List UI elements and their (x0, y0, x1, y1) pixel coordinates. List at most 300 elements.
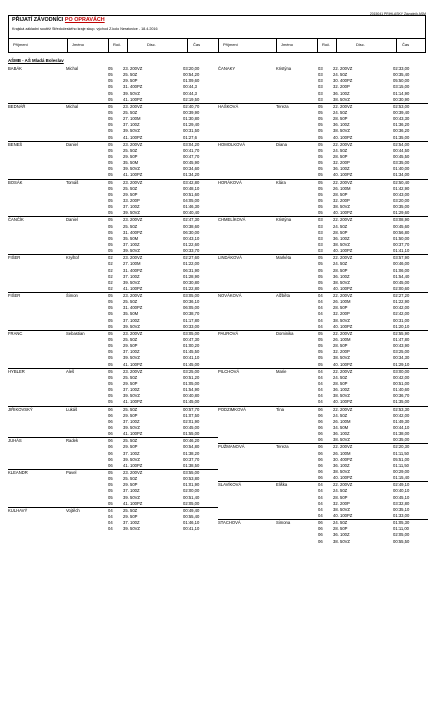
birth-year: 05 (108, 476, 113, 482)
birth-year: 05 (108, 128, 113, 134)
swimmer-surname: HOMOLKOVÁ (218, 141, 245, 147)
birth-year: 05 (108, 470, 113, 475)
discipline: 22. 200VZ (333, 66, 353, 71)
entry-time: 01:33,00 (393, 512, 410, 518)
entry-time: 00:39,40 (393, 109, 410, 115)
birth-year: 05 (318, 197, 323, 203)
birth-year: 05 (108, 311, 113, 317)
birth-year: 03 (318, 217, 323, 223)
birth-year: 05 (108, 109, 113, 115)
table-row (218, 475, 428, 482)
birth-year: 05 (108, 122, 113, 128)
discipline: 25. 50Z (123, 299, 138, 305)
birth-year: 05 (318, 179, 323, 185)
swimmer-first-name: Pavel (66, 470, 77, 475)
discipline: 41. 100PZ (123, 431, 143, 437)
swimmer-first-name: Marie (276, 368, 287, 374)
discipline: 40. 100PZ (333, 475, 353, 481)
entry-time: 01:35,00 (393, 399, 410, 405)
birth-year: 05 (108, 217, 113, 223)
discipline: 24. 50Z (333, 520, 348, 526)
discipline: 39. 50VZ (123, 393, 140, 399)
discipline: 24. 50Z (333, 147, 348, 153)
birth-year: 06 (318, 444, 323, 450)
birth-year: 05 (318, 109, 323, 115)
table-row (218, 513, 428, 520)
swimmer-surname: BENEŠ (8, 141, 23, 147)
birth-year: 05 (108, 482, 113, 488)
discipline: 22. 200VZ (333, 368, 353, 374)
discipline: 40. 100PZ (333, 285, 353, 291)
discipline: 28. 50P (333, 526, 348, 532)
table-row (8, 172, 218, 179)
discipline: 41. 100PZ (123, 134, 143, 140)
entry-time: 02:05,00 (183, 500, 200, 506)
discipline: 23. 200VZ (123, 368, 143, 374)
birth-year: 05 (108, 116, 113, 122)
birth-year: 05 (108, 172, 113, 178)
entry-time: 00:37,70 (183, 456, 200, 462)
discipline: 40. 100PZ (333, 248, 353, 254)
birth-year: 04 (318, 311, 323, 317)
entry-time: 01:30,80 (183, 116, 200, 122)
entry-time: 01:05,30 (393, 520, 410, 526)
discipline: 39. 50VZ (123, 494, 140, 500)
entry-time: 00:36,20 (393, 128, 410, 134)
left-results-column (8, 66, 218, 532)
birth-year: 02 (108, 255, 113, 261)
entry-time: 00:48,10 (183, 185, 200, 191)
discipline: 38. 50VZ (333, 469, 350, 474)
swimmer-surname: NOVÁKOVÁ (218, 293, 242, 299)
discipline: 27. 100M (123, 261, 141, 267)
entry-time: 01:50,00 (393, 235, 410, 241)
column-divider (108, 38, 109, 53)
swimmer-first-name: Klára (276, 179, 286, 185)
discipline: 36. 100Z (333, 235, 350, 241)
entry-time: 01:42,90 (393, 185, 410, 191)
entry-time: 01:38,20 (183, 450, 200, 456)
swimmer-first-name: Radek (66, 438, 79, 444)
discipline: 29. 50P (123, 78, 138, 84)
birth-year: 05 (318, 141, 323, 147)
birth-year: 05 (108, 248, 113, 254)
header-disc-right: Disc. (356, 42, 365, 47)
birth-year: 05 (108, 337, 113, 343)
entry-time: 00:35,00 (393, 437, 410, 443)
entry-time: 03:57,90 (393, 255, 410, 261)
entry-time: 01:45,00 (183, 361, 200, 367)
birth-year: 04 (318, 381, 323, 387)
birth-year: 05 (108, 96, 113, 102)
entry-time: 00:47,30 (183, 337, 200, 343)
entry-time: 00:42,00 (393, 374, 410, 380)
entry-time: 01:06,00 (393, 267, 410, 273)
entry-time: 01:15,40 (393, 475, 410, 481)
entry-time: 00:46,00 (393, 261, 410, 267)
discipline: 38. 50VZ (333, 204, 350, 210)
discipline: 23. 200VZ (123, 255, 143, 261)
birth-year: 05 (108, 393, 113, 399)
birth-year: 05 (108, 191, 113, 197)
discipline: 35. 50M (123, 160, 139, 166)
entry-time: 00:44,3 (183, 90, 197, 96)
discipline: 25. 50Z (123, 337, 138, 343)
entry-time: 00:56,80 (393, 229, 410, 235)
entry-time: 01:54,40 (393, 273, 410, 279)
birth-year: 06 (318, 475, 323, 481)
swimmer-first-name: Kryštof (66, 255, 80, 261)
discipline: 24. 50Z (333, 488, 348, 494)
column-divider (276, 38, 277, 53)
birth-year: 04 (318, 374, 323, 380)
birth-year: 06 (108, 406, 113, 412)
birth-year: 04 (318, 387, 323, 393)
entry-time: 03:20,00 (183, 66, 200, 71)
discipline: 22. 200VZ (333, 406, 353, 412)
header-year-left: Roč. (113, 42, 122, 47)
discipline: 23. 200VZ (123, 217, 143, 223)
entry-time: 01:40,60 (393, 387, 410, 393)
birth-year: 05 (108, 229, 113, 235)
entry-time: 01:11,50 (393, 450, 409, 456)
table-row (8, 324, 218, 331)
birth-year: 03 (318, 78, 323, 84)
entry-time: 00:42,00 (393, 412, 410, 418)
entry-time: 00:38,70 (183, 311, 200, 317)
entry-time: 05:50,00 (393, 78, 410, 84)
entry-time: 00:45,90 (183, 160, 200, 166)
birth-year: 05 (318, 172, 323, 178)
discipline: 31. 400PZ (123, 229, 143, 235)
swimmer-first-name: Sebastian (66, 330, 85, 336)
birth-year: 02 (108, 273, 113, 279)
birth-year: 03 (318, 241, 323, 247)
discipline: 27. 100M (123, 116, 141, 122)
birth-year: 05 (108, 197, 113, 203)
swimmer-first-name: Lukáš (66, 406, 78, 412)
discipline: 23. 200VZ (123, 293, 143, 299)
discipline: 29. 50P (123, 444, 138, 450)
table-row (218, 539, 428, 545)
entry-time: 00:46,20 (183, 438, 200, 444)
swimmer-surname: ČANAKY (218, 66, 236, 71)
discipline: 39. 50VZ (123, 210, 140, 216)
birth-year: 03 (318, 229, 323, 235)
entry-time: 01:35,00 (393, 134, 410, 140)
discipline: 29. 50P (123, 482, 138, 488)
birth-year: 05 (108, 134, 113, 140)
discipline: 36. 100Z (333, 431, 350, 437)
discipline: 23. 200VZ (123, 141, 143, 147)
swimmer-surname: JIŘIKOVSKÝ (8, 406, 33, 412)
column-divider (127, 38, 128, 53)
discipline: 25. 50Z (123, 147, 138, 153)
entry-time: 01:38,50 (183, 462, 200, 468)
discipline: 33. 200P (123, 197, 140, 203)
swimmer-first-name: Michal (66, 103, 79, 109)
discipline: 23. 200VZ (123, 103, 143, 109)
swimmer-first-name: Tomáš (66, 179, 79, 185)
birth-year: 03 (318, 84, 323, 90)
birth-year: 06 (318, 456, 323, 462)
swimmer-surname: HYBLER (8, 368, 25, 374)
swimmer-surname: SLAVÍKOVÁ (218, 482, 242, 488)
entry-time: 00:45,60 (393, 223, 410, 229)
discipline: 38. 50VZ (333, 279, 350, 285)
table-row (218, 248, 428, 255)
discipline: 41. 100PZ (123, 399, 143, 405)
discipline: 35. 50M (123, 311, 139, 317)
birth-year: 04 (108, 526, 113, 532)
discipline: 26. 100M (333, 185, 351, 191)
discipline: 22. 200VZ (333, 103, 353, 109)
header-time-right: Čas (402, 42, 410, 47)
entry-time: 02:50,40 (393, 179, 410, 185)
swimmer-surname: KULHAVÝ (8, 507, 28, 513)
birth-year: 05 (318, 122, 323, 128)
table-row (218, 324, 428, 331)
club-heading: AŠMB - AŠ Mladá Boleslav (8, 58, 64, 63)
entry-time: 03:42,80 (183, 179, 200, 185)
birth-year: 06 (318, 532, 323, 538)
entry-time: 04:05,00 (183, 197, 200, 203)
entry-time: 00:33,70 (183, 248, 200, 254)
table-row (218, 437, 428, 444)
discipline: 22. 200VZ (333, 482, 353, 488)
birth-year: 06 (318, 526, 323, 532)
birth-year: 05 (108, 204, 113, 210)
entry-time: 00:34,60 (183, 166, 200, 172)
entry-time: 01:49,30 (393, 418, 410, 424)
discipline: 24. 50Z (333, 374, 348, 380)
entry-time: 03:35,00 (393, 160, 410, 166)
entry-time: 01:00,20 (183, 343, 200, 349)
discipline: 36. 100Z (333, 273, 350, 279)
page-title (12, 17, 105, 23)
entry-time: 01:11,00 (393, 526, 409, 532)
birth-year: 05 (108, 166, 113, 172)
discipline: 23. 200VZ (123, 66, 143, 71)
entry-time: 02:19,50 (183, 96, 200, 102)
title-box (8, 15, 426, 53)
birth-year: 05 (318, 330, 323, 336)
discipline: 41. 100PZ (123, 96, 143, 102)
swimmer-first-name: Daniel (66, 141, 78, 147)
entry-time: 00:47,70 (183, 153, 200, 159)
entry-time: 00:54,20 (183, 72, 200, 78)
table-row (218, 399, 428, 406)
birth-year: 05 (108, 293, 113, 299)
birth-year: 05 (108, 368, 113, 374)
entry-time: 02:00,60 (393, 285, 410, 291)
entry-time: 02:53,00 (393, 103, 410, 109)
entry-time: 06:30,00 (183, 229, 200, 235)
discipline: 39. 50VZ (123, 526, 140, 532)
birth-year: 06 (108, 444, 113, 450)
swimmer-surname: BEDNÁŘ (8, 103, 26, 109)
birth-year: 05 (318, 273, 323, 279)
entry-time: 03:00,00 (393, 368, 410, 374)
entry-time: 03:04,20 (183, 141, 200, 147)
birth-year: 06 (108, 456, 113, 462)
entry-time: 00:44,10 (393, 425, 410, 431)
discipline: 38. 50VZ (333, 506, 350, 512)
discipline: 24. 50Z (333, 261, 348, 267)
entry-time: 00:38,60 (183, 223, 200, 229)
birth-year: 04 (318, 512, 323, 518)
entry-time: 00:40,80 (183, 393, 200, 399)
discipline: 28. 50P (333, 153, 348, 159)
birth-year: 06 (318, 418, 323, 424)
birth-year: 06 (318, 450, 323, 456)
discipline: 22. 200VZ (333, 255, 353, 261)
column-divider (218, 38, 219, 53)
entry-time: 00:36,70 (393, 393, 410, 399)
birth-year: 05 (318, 361, 323, 367)
entry-time: 00:35,00 (393, 204, 410, 210)
entry-time: 00:51,60 (183, 191, 200, 197)
birth-year: 05 (318, 147, 323, 153)
birth-year: 06 (108, 431, 113, 437)
discipline: 39. 50VZ (123, 456, 140, 462)
entry-time: 01:01,90 (183, 482, 200, 488)
entry-time: 00:41,10 (183, 355, 200, 361)
discipline: 40. 100PZ (333, 361, 353, 367)
discipline: 26. 100M (333, 337, 351, 343)
entry-time: 00:30,80 (183, 279, 200, 285)
table-row (8, 248, 218, 255)
header-disc-left: Disc. (147, 42, 156, 47)
entry-time: 00:53,80 (183, 476, 200, 482)
entry-time: 02:01,90 (183, 418, 200, 424)
birth-year: 05 (318, 204, 323, 210)
entry-time: 01:46,10 (183, 520, 200, 526)
entry-time: 06:05,00 (183, 305, 200, 311)
title-highlight: PO OPRAVÁCH (64, 17, 105, 23)
discipline: 32. 200P (333, 197, 350, 203)
birth-year: 03 (318, 66, 323, 71)
entry-time: 01:34,00 (393, 172, 410, 178)
discipline: 22. 200VZ (333, 293, 353, 299)
entry-time: 01:09,60 (183, 78, 200, 84)
entry-time: 00:45,00 (183, 425, 200, 431)
entry-time: 02:42,00 (393, 311, 410, 317)
entry-time: 00:51,20 (183, 374, 200, 380)
entry-time: 00:35,40 (393, 72, 410, 78)
discipline: 36. 100Z (333, 532, 350, 538)
entry-time: 01:45,00 (183, 399, 200, 405)
entry-time: 06:31,90 (183, 267, 200, 273)
entry-time: 00:57,70 (183, 406, 200, 412)
entry-time: 00:39,90 (183, 109, 200, 115)
birth-year: 05 (108, 185, 113, 191)
birth-year: 05 (108, 349, 113, 355)
entry-time: 03:55,00 (183, 470, 200, 475)
entry-time: 00:40,10 (393, 488, 410, 494)
swimmer-surname: CHMELÍKOVÁ (218, 217, 246, 223)
discipline: 37. 100Z (123, 418, 140, 424)
birth-year: 05 (108, 500, 113, 506)
birth-year: 02 (108, 279, 113, 285)
birth-year: 04 (108, 520, 113, 526)
birth-year: 06 (108, 450, 113, 456)
entry-time: 00:42,00 (393, 305, 410, 311)
birth-year: 05 (108, 488, 113, 494)
discipline: 31. 400PZ (123, 305, 143, 311)
birth-year: 05 (108, 72, 113, 78)
discipline: 23. 200VZ (123, 330, 143, 336)
discipline: 23. 200VZ (123, 179, 143, 185)
birth-year: 05 (108, 317, 113, 323)
discipline: 37. 100Z (123, 488, 140, 494)
discipline: 32. 200P (333, 500, 350, 506)
discipline: 39. 50VZ (123, 248, 140, 254)
birth-year: 03 (318, 235, 323, 241)
discipline: 31. 400PZ (123, 267, 143, 273)
discipline: 25. 50Z (123, 476, 138, 482)
swimmer-surname: ČANČÍK (8, 217, 24, 223)
entry-time: 00:33,00 (183, 323, 200, 329)
discipline: 30. 400PZ (333, 78, 353, 84)
discipline: 28. 50P (333, 191, 348, 197)
table-row (8, 362, 218, 369)
birth-year: 04 (318, 368, 323, 374)
birth-year: 04 (318, 500, 323, 506)
discipline: 39. 50VZ (123, 90, 140, 96)
entry-time: 02:40,70 (183, 103, 200, 109)
birth-year: 05 (318, 153, 323, 159)
birth-year: 05 (108, 387, 113, 393)
discipline: 41. 100PZ (123, 172, 143, 178)
swimmer-first-name: Kristýna (276, 217, 292, 223)
swimmer-surname: PUŽMANOVÁ (218, 444, 245, 450)
discipline: 22. 200VZ (333, 141, 353, 147)
birth-year: 03 (318, 90, 323, 96)
discipline: 39. 50VZ (123, 279, 140, 285)
discipline: 36. 100Z (333, 122, 350, 128)
discipline: 24. 50Z (333, 72, 348, 78)
birth-year: 05 (318, 166, 323, 172)
discipline: 30. 400PZ (333, 456, 353, 462)
table-row (8, 526, 218, 532)
discipline: 28. 50P (333, 343, 348, 349)
header-surname-right: Příjmení (223, 42, 238, 47)
birth-year: 04 (108, 507, 113, 513)
entry-time: 01:41,10 (393, 248, 410, 254)
swimmer-first-name: Vojtěch (66, 507, 80, 513)
discipline: 25. 50Z (123, 406, 138, 412)
birth-year: 06 (318, 520, 323, 526)
discipline: 40. 100PZ (333, 323, 353, 329)
table-row (218, 135, 428, 142)
table-row (218, 97, 428, 104)
discipline: 25. 50Z (123, 109, 138, 115)
swimmer-surname: LINDÁKOVÁ (218, 255, 242, 261)
swimmer-surname: HORÁKOVÁ (218, 179, 242, 185)
entry-time: 01:54,90 (183, 387, 200, 393)
discipline: 37. 100Z (123, 122, 140, 128)
entry-time: 00:41,10 (183, 526, 200, 532)
birth-year: 06 (108, 412, 113, 418)
discipline: 29. 50P (123, 381, 138, 387)
birth-year: 05 (318, 267, 323, 273)
birth-year: 05 (108, 355, 113, 361)
table-row (218, 286, 428, 293)
swimmer-first-name: Tina (276, 406, 284, 412)
birth-year: 05 (108, 103, 113, 109)
discipline: 38. 50VZ (333, 128, 350, 134)
